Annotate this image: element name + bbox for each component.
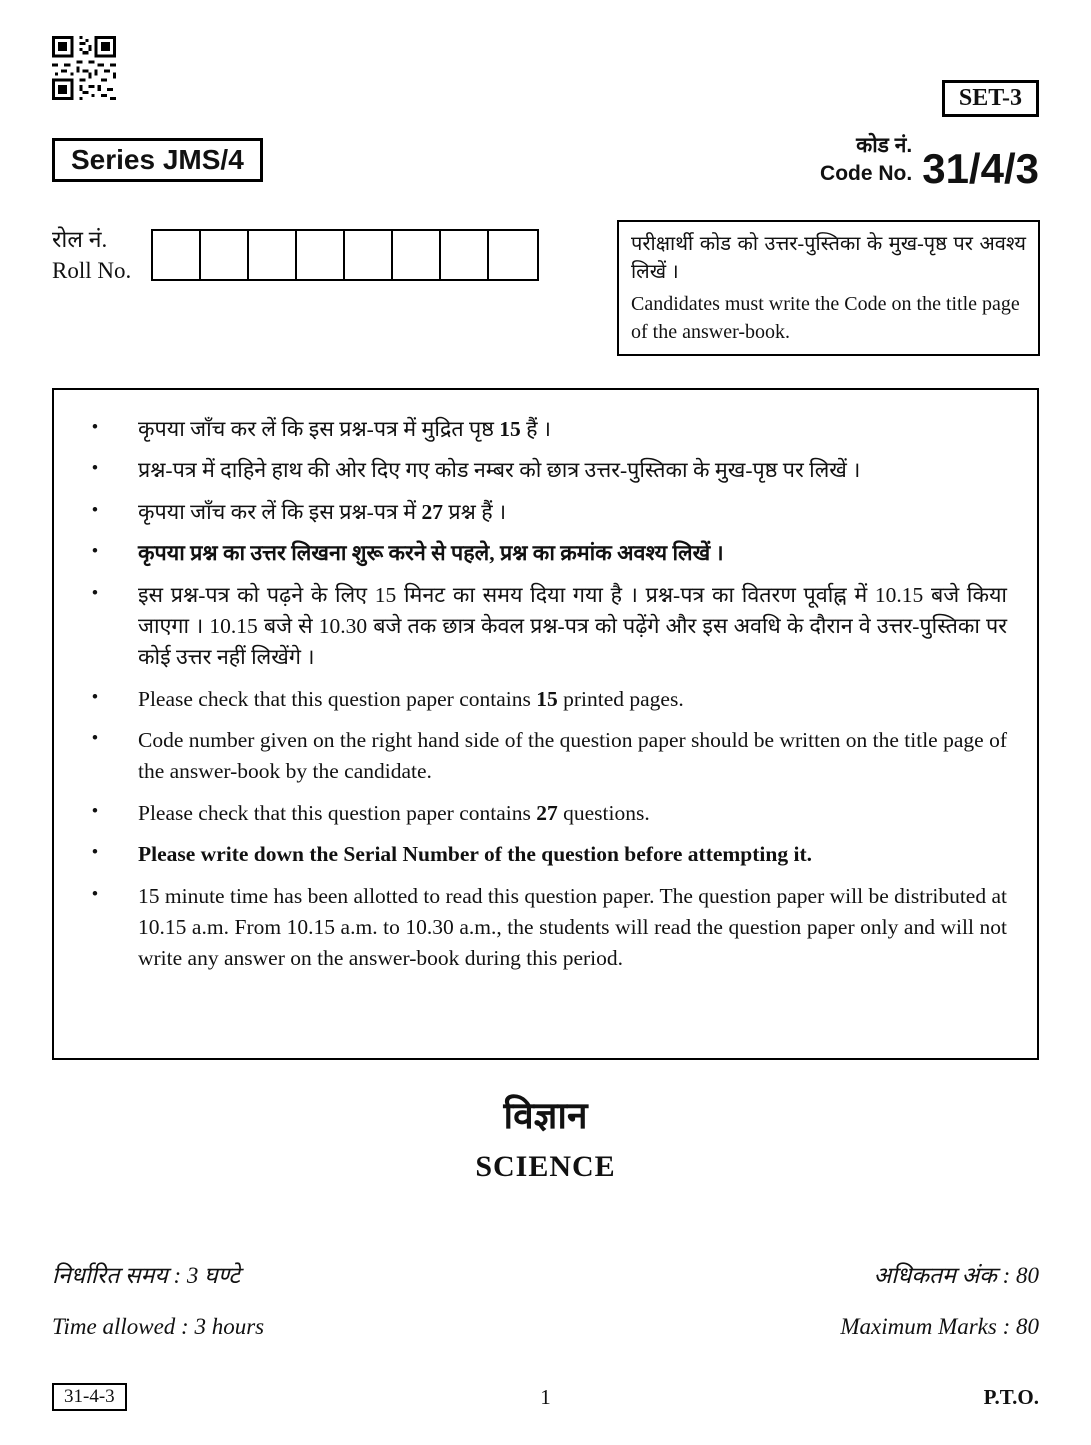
roll-digit-box: [393, 231, 441, 279]
series-label: Series JMS/4: [71, 144, 244, 175]
page-footer: [52, 1380, 1039, 1414]
paper-title-hindi: विज्ञान: [503, 1096, 588, 1137]
bullet-marker: •: [91, 541, 99, 563]
code-number-value: 31/4/3: [922, 144, 1039, 192]
candidate-note-box: [617, 220, 1040, 356]
instruction-item: [82, 538, 1007, 569]
instruction-text: Please check that this question paper contains 27 questions.: [138, 800, 650, 825]
roll-digit-box: [297, 231, 345, 279]
instruction-text: कृपया जाँच कर लें कि इस प्रश्न-पत्र में 27 प्रश्न हैं ।: [138, 499, 507, 524]
bullet-marker: •: [91, 417, 99, 438]
paper-title-english: SCIENCE: [475, 1150, 616, 1183]
bullet-marker: •: [91, 686, 99, 708]
roll-label-english: Roll No.: [52, 258, 132, 284]
roll-number-label: [52, 224, 131, 286]
bullet-marker: •: [91, 582, 99, 604]
time-allowed-hindi: निर्धारित समय : 3 घण्टे: [52, 1263, 240, 1288]
instruction-item: [82, 725, 1007, 788]
bullet-marker: •: [91, 883, 99, 905]
roll-number-row: [52, 224, 539, 286]
bullet-marker: •: [91, 458, 99, 480]
instruction-item: [82, 798, 1007, 829]
instruction-text: प्रश्न-पत्र में दाहिने हाथ की ओर दिए गए कोड नम्बर को छात्र उत्तर-पुस्तिका के मुख-पृष्ठ पर लिखें ।: [138, 458, 861, 483]
candidate-note-english: Candidates must write the Code on the title page of the answer-book.: [631, 293, 1020, 343]
candidate-note-hindi: परीक्षार्थी कोड को उत्तर-पुस्तिका के मुख-पृष्ठ पर अवश्य लिखें ।: [631, 233, 1026, 283]
maximum-marks-english: Maximum Marks : 80: [840, 1314, 1039, 1339]
maximum-marks-hindi: अधिकतम अंक : 80: [873, 1263, 1039, 1288]
instruction-text: कृपया प्रश्न का उत्तर लिखना शुरू करने से पहले, प्रश्न का क्रमांक अवश्य लिखें ।: [138, 541, 724, 566]
bullet-marker: •: [91, 728, 99, 749]
roll-digit-box: [489, 231, 537, 279]
instruction-item: [82, 684, 1007, 715]
instruction-item: [82, 414, 1007, 445]
instruction-item: [82, 839, 1007, 870]
instruction-item: [82, 497, 1007, 528]
code-label-hindi: कोड नं.: [856, 134, 913, 157]
roll-digit-box: [345, 231, 393, 279]
roll-digit-box: [201, 231, 249, 279]
instruction-item: [82, 881, 1007, 975]
meta-row-hindi: [52, 1258, 1039, 1290]
bullet-marker: •: [91, 842, 99, 864]
instruction-text: इस प्रश्न-पत्र को पढ़ने के लिए 15 मिनट का समय दिया गया है । प्रश्न-पत्र का वितरण पूर्वाह्न में 10.15 बजे किया जाएगा । 10.15 बजे से 10.30 बजे तक छात्र केवल प्रश्न-पत्र को पढ़ेंगे और इस अवधि के दौरान वे उत्तर-पुस्तिका पर कोई उत्तर नहीं लिखेंगे ।: [138, 582, 1008, 670]
qr-code: [52, 36, 116, 100]
set-number-box: [942, 80, 1039, 117]
code-number-block: [820, 132, 1039, 192]
instruction-text: Code number given on the right hand side of the question paper should be written on the title page of the answer-book by the candidate.: [138, 728, 1007, 784]
instruction-text: कृपया जाँच कर लें कि इस प्रश्न-पत्र में मुद्रित पृष्ठ 15 हैं ।: [138, 417, 552, 441]
set-number-label: SET-3: [958, 85, 1022, 111]
instruction-text: 15 minute time has been allotted to read this question paper. The question paper will be distributed at 10.15 a.m. From 10.15 a.m. to 10.30 a.m., the students will read the question paper only and will not write any answer on the answer-book during this period.: [138, 883, 1007, 971]
roll-number-boxes: [151, 229, 539, 281]
roll-digit-box: [441, 231, 489, 279]
instructions-list: [82, 414, 1007, 975]
instruction-item: [82, 455, 1007, 486]
roll-digit-box: [153, 231, 201, 279]
instruction-item: [82, 580, 1007, 674]
instruction-text: Please write down the Serial Number of the question before attempting it.: [138, 842, 812, 867]
time-allowed-english: Time allowed : 3 hours: [52, 1314, 265, 1339]
code-label-english: Code No.: [820, 162, 913, 186]
series-box: [52, 138, 263, 182]
footer-page-number: 1: [540, 1384, 551, 1409]
meta-row-english: [52, 1314, 1039, 1340]
roll-digit-box: [249, 231, 297, 279]
instruction-text: Please check that this question paper contains 15 printed pages.: [138, 686, 684, 711]
footer-pto-label: P.T.O.: [983, 1384, 1039, 1409]
code-number-labels: [820, 132, 912, 189]
bullet-marker: •: [91, 499, 99, 521]
bullet-marker: •: [91, 800, 99, 822]
roll-label-hindi: रोल नं.: [52, 227, 108, 252]
instructions-box: [52, 388, 1039, 1060]
footer-paper-code: 31-4-3: [52, 1383, 127, 1411]
